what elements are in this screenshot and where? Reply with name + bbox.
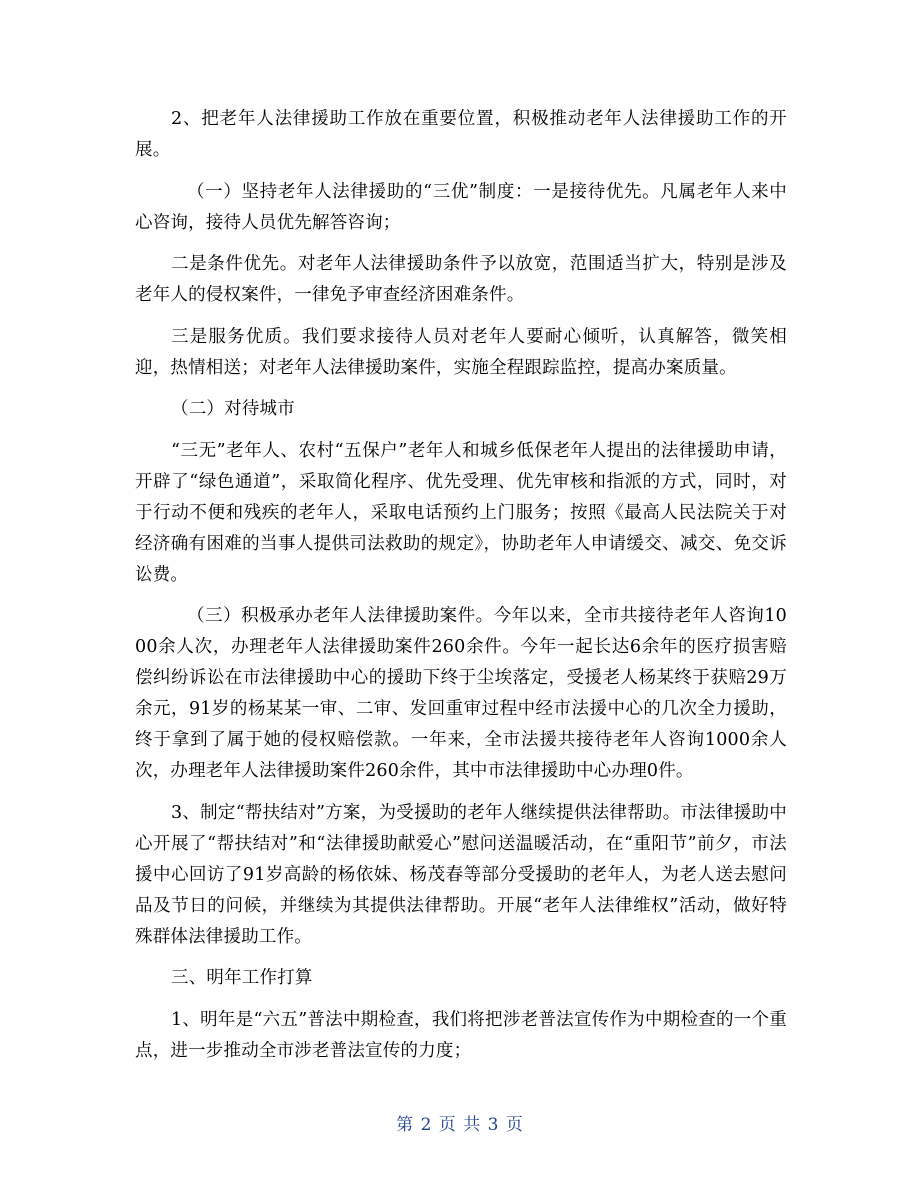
page-footer: 第 2 页 共 3 页 — [396, 1115, 524, 1135]
paragraph-4: 三是服务优质。我们要求接待人员对老年人要耐心倾听，认真解答，微笑相迎，热情相送；对老年人法律援助案件，实施全程跟踪监控，提高办案质量。 — [135, 326, 787, 378]
paragraph-3: 二是条件优先。对老年人法律援助条件予以放宽，范围适当扩大，特别是涉及老年人的侵权案件，一律免予审查经济困难条件。 — [135, 254, 787, 305]
paragraph-5: （二）对待城市 — [171, 399, 295, 419]
paragraph-1: 2、把老年人法律援助工作放在重要位置，积极推动老年人法律援助工作的开展。 — [135, 109, 787, 160]
paragraph-6: “三无”老年人、农村“五保户”老年人和城乡低保老年人提出的法律援助申请，开辟了“绿色通道”，采取简化程序、优先受理、优先审核和指派的方式，同时，对于行动不便和残疾的老年人，采取电话预约上门服务；按照《最高人民法院关于对经济确有困难的当事人提供司法救助的规定》，协助老年人申请缓交、减交、免交诉讼费。 — [135, 440, 787, 585]
paragraph-10: 1、明年是“六五”普法中期检查，我们将把涉老普法宣传作为中期检查的一个重点，进一步推动全市涉老普法宣传的力度； — [135, 1009, 787, 1061]
paragraph-7: （三）积极承办老年人法律援助案件。今年以来，全市共接待老年人咨询1000余人次，办理老年人法律援助案件260余件。今年一起长达6余年的医疗损害赔偿纠纷诉讼在市法律援助中心的援助下终于尘埃落定，受援老人杨某终于获赔29万余元，91岁的杨某某一审、二审、发回重审过程中经市法援中心的几次全力援助，终于拿到了属于她的侵权赔偿款。一年来，全市法援共接待老年人咨询1000余人次，办理老年人法律援助案件260余件，其中市法律援助中心办理0件。 — [135, 606, 787, 781]
document-body — [135, 104, 787, 1077]
paragraph-2: （一）坚持老年人法律援助的“三优”制度：一是接待优先。凡属老年人来中心咨询，接待人员优先解答咨询； — [135, 181, 787, 233]
paragraph-8: 3、制定“帮扶结对”方案，为受援助的老年人继续提供法律帮助。市法律援助中心开展了“帮扶结对”和“法律援助献爱心”慰问送温暖活动，在“重阳节”前夕，市法援中心回访了91岁高龄的杨依妹、杨茂春等部分受援助的老年人，为老人送去慰问品及节日的问候，并继续为其提供法律帮助。开展“老年人法律维权”活动，做好特殊群体法律援助工作。 — [135, 802, 787, 947]
paragraph-9: 三、明年工作打算 — [171, 968, 313, 988]
